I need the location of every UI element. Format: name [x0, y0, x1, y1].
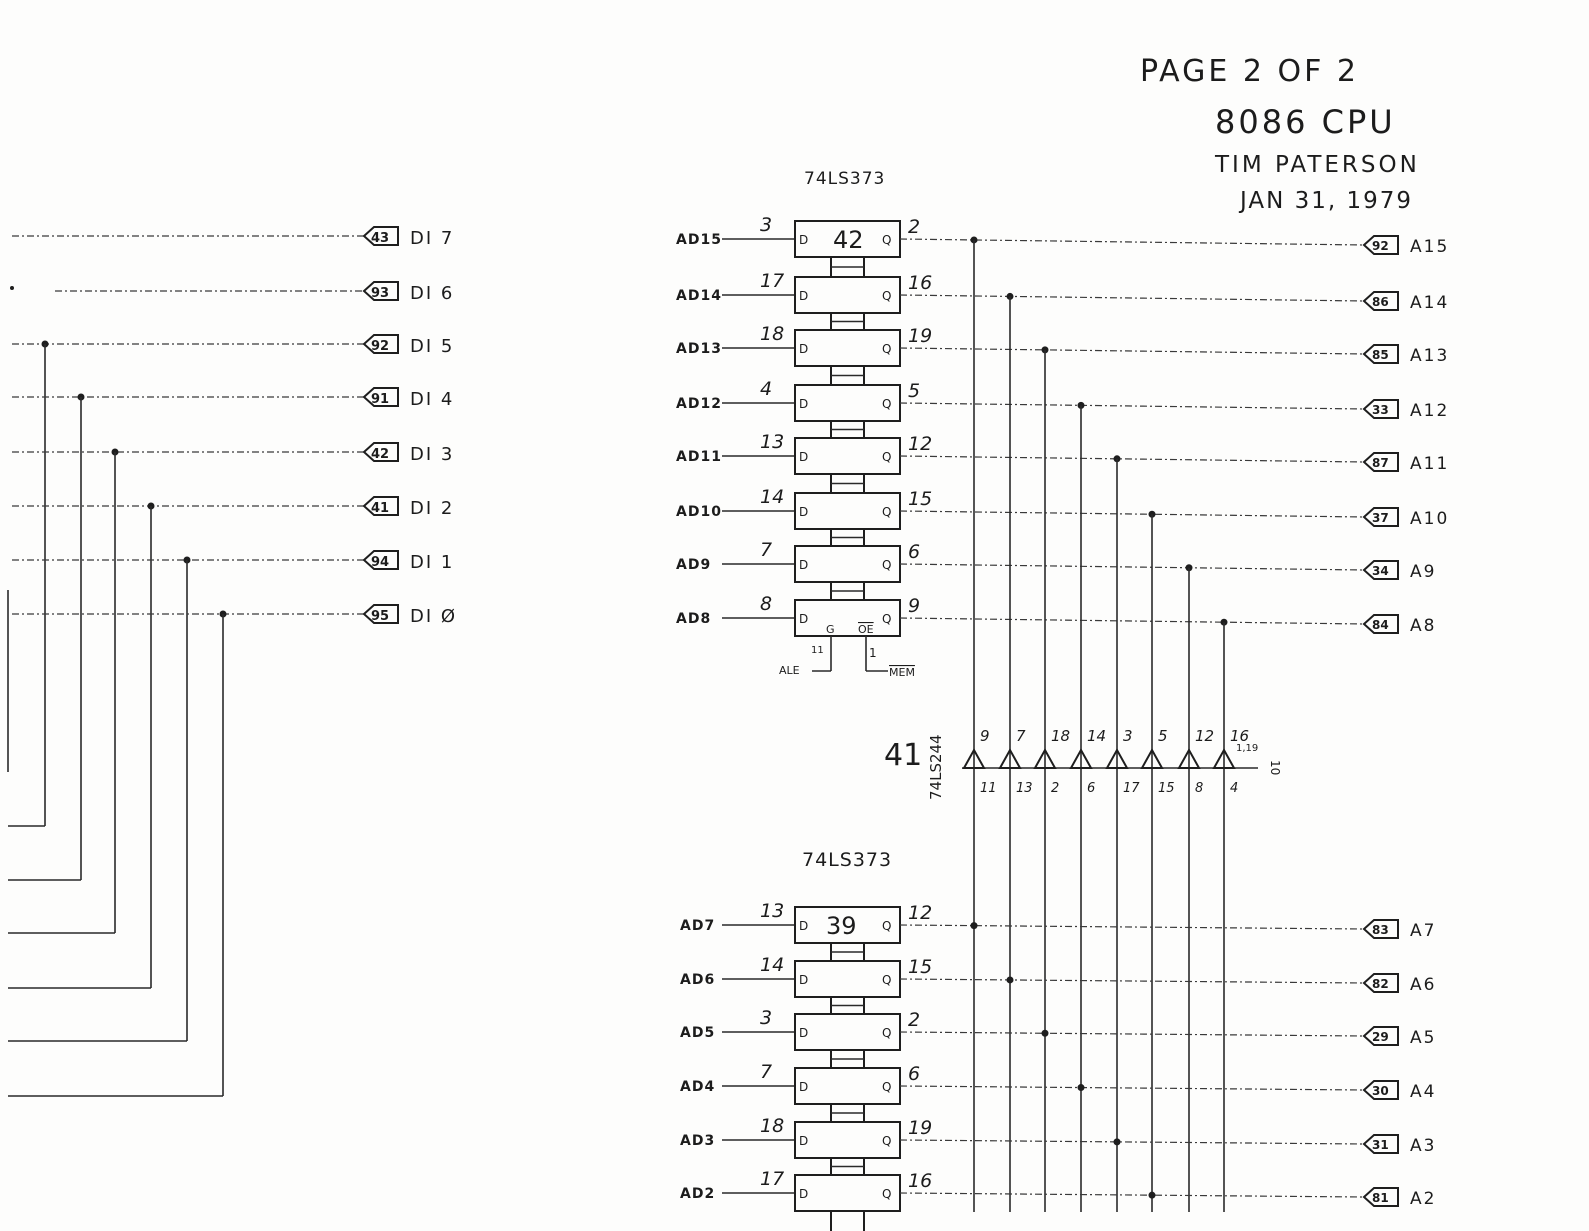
data-in-signal-label: DI 2 [410, 498, 455, 519]
latch-low-ref: 39 [826, 912, 857, 940]
address-signal-label: A11 [1410, 454, 1450, 474]
latch-input-label: AD13 [676, 341, 722, 357]
address-wire [900, 456, 1364, 462]
data-in-section [8, 227, 457, 1096]
latch-output-pin-number: 5 [908, 380, 921, 402]
address-connector-pin: 82 [1372, 977, 1389, 991]
junction-dot [1114, 1138, 1121, 1145]
latch-high-oe-pin: OE [858, 623, 874, 636]
buffer-enable-pins: 1,19 [1236, 743, 1259, 754]
address-signal-label: A15 [1410, 237, 1450, 257]
buffer-top-pin: 9 [980, 727, 990, 745]
latch-output-pin-number: 15 [908, 488, 933, 510]
address-wire [900, 1032, 1364, 1036]
high-address-latch-section [676, 169, 1449, 679]
oe-pin-number: 1 [869, 646, 877, 660]
address-connector-pin: 85 [1372, 348, 1389, 362]
address-signal-label: A8 [1410, 616, 1437, 636]
data-in-signal-label: DI 7 [410, 228, 455, 249]
latch-input-label: AD6 [680, 972, 716, 988]
address-signal-label: A3 [1410, 1136, 1437, 1156]
data-in-pin-number: 41 [371, 501, 390, 516]
address-connector [1364, 615, 1398, 633]
latch-input-label: AD7 [680, 918, 716, 934]
address-connector [1364, 1081, 1398, 1099]
data-in-pin-number: 42 [371, 447, 390, 462]
address-signal-label: A2 [1410, 1189, 1437, 1209]
latch-q-label: Q [882, 919, 892, 933]
latch-d-label: D [799, 450, 809, 464]
buffer-74ls244-section [884, 240, 1282, 1212]
address-wire [900, 618, 1364, 624]
latch-input-pin-number: 8 [760, 593, 773, 615]
address-connector [1364, 453, 1398, 471]
address-connector-pin: 81 [1372, 1191, 1389, 1205]
data-in-pin-number: 92 [371, 339, 390, 354]
latch-q-label: Q [882, 973, 892, 987]
latch-high-part: 74LS373 [804, 169, 886, 189]
latch-q-label: Q [882, 1134, 892, 1148]
latch-d-label: D [799, 612, 809, 626]
data-in-connector [364, 227, 398, 246]
address-signal-label: A12 [1410, 401, 1450, 421]
data-in-signal-label: DI 3 [410, 444, 455, 465]
buffer-bottom-pin: 6 [1087, 781, 1096, 796]
buffer-top-pin: 16 [1230, 727, 1250, 745]
address-wire [900, 979, 1364, 983]
address-connector-pin: 92 [1372, 239, 1389, 253]
address-wire [900, 1140, 1364, 1144]
address-connector-pin: 29 [1372, 1030, 1389, 1044]
latch-d-label: D [799, 919, 809, 933]
latch-output-pin-number: 19 [908, 325, 933, 347]
data-in-connector [364, 282, 398, 301]
data-in-signal-label: DI Ø [410, 606, 458, 627]
latch-input-pin-number: 3 [760, 214, 773, 236]
address-wire [900, 239, 1364, 245]
junction-dot [1149, 1192, 1156, 1199]
latch-output-pin-number: 6 [908, 1063, 921, 1085]
address-wire [900, 403, 1364, 409]
latch-high-ref: 42 [833, 226, 864, 254]
address-wire [900, 564, 1364, 570]
address-connector-pin: 84 [1372, 618, 1389, 632]
data-in-connector [364, 551, 398, 570]
address-signal-label: A5 [1410, 1028, 1437, 1048]
address-wire [900, 1086, 1364, 1090]
latch-d-label: D [799, 342, 809, 356]
data-in-pin-number: 43 [371, 231, 390, 246]
data-in-connector [364, 443, 398, 462]
latch-input-pin-number: 17 [760, 1168, 785, 1190]
latch-q-label: Q [882, 505, 892, 519]
buffer-top-pin: 7 [1016, 727, 1026, 745]
junction-dot [1007, 976, 1014, 983]
latch-q-label: Q [882, 233, 892, 247]
address-connector [1364, 920, 1398, 938]
latch-q-label: Q [882, 1026, 892, 1040]
data-in-signal-label: DI 1 [410, 552, 455, 573]
latch-input-label: AD10 [676, 504, 722, 520]
latch-input-pin-number: 17 [760, 270, 785, 292]
address-connector-pin: 31 [1372, 1138, 1389, 1152]
latch-input-pin-number: 13 [760, 900, 785, 922]
address-wire [900, 1193, 1364, 1197]
latch-d-label: D [799, 1080, 809, 1094]
buffer-part: 74LS244 [927, 734, 945, 800]
latch-input-pin-number: 4 [760, 378, 773, 400]
data-in-pin-number: 91 [371, 392, 390, 407]
buffer-top-pin: 18 [1051, 727, 1071, 745]
latch-output-pin-number: 16 [908, 1170, 933, 1192]
data-in-pin-number: 93 [371, 286, 390, 301]
address-connector [1364, 508, 1398, 526]
latch-input-pin-number: 18 [760, 1115, 785, 1137]
address-signal-label: A6 [1410, 975, 1437, 995]
latch-q-label: Q [882, 558, 892, 572]
data-in-connector [364, 605, 398, 624]
data-in-pin-number: 95 [371, 609, 390, 624]
address-connector-pin: 34 [1372, 564, 1389, 578]
latch-q-label: Q [882, 342, 892, 356]
latch-d-label: D [799, 233, 809, 247]
buffer-top-pin: 3 [1123, 727, 1133, 745]
address-signal-label: A9 [1410, 562, 1437, 582]
buffer-top-pin: 12 [1195, 727, 1215, 745]
latch-input-pin-number: 7 [760, 1061, 773, 1083]
drawing-date: JAN 31, 1979 [1240, 188, 1414, 214]
address-signal-label: A7 [1410, 921, 1437, 941]
address-connector [1364, 236, 1398, 254]
latch-output-pin-number: 9 [908, 595, 921, 617]
buffer-enable-conn: 10 [1268, 760, 1282, 776]
data-in-pin-number: 94 [371, 555, 390, 570]
junction-dot [971, 922, 978, 929]
address-connector [1364, 974, 1398, 992]
address-wire [900, 348, 1364, 354]
buffer-bottom-pin: 4 [1230, 781, 1239, 796]
latch-high-g-pin: G [826, 623, 835, 636]
latch-q-label: Q [882, 612, 892, 626]
junction-dot [1042, 1030, 1049, 1037]
latch-q-label: Q [882, 289, 892, 303]
buffer-top-pin: 14 [1087, 727, 1107, 745]
address-connector [1364, 1188, 1398, 1206]
latch-d-label: D [799, 973, 809, 987]
ale-label: ALE [779, 664, 800, 677]
address-connector [1364, 292, 1398, 310]
latch-input-label: AD8 [676, 611, 712, 627]
latch-input-label: AD3 [680, 1133, 716, 1149]
address-connector [1364, 345, 1398, 363]
cpu-title: 8086 CPU [1215, 103, 1396, 141]
latch-low-part: 74LS373 [802, 849, 893, 871]
latch-q-label: Q [882, 450, 892, 464]
address-connector [1364, 561, 1398, 579]
latch-input-label: AD9 [676, 557, 712, 573]
latch-output-pin-number: 16 [908, 272, 933, 294]
author-name: TIM PATERSON [1215, 152, 1420, 178]
g-pin-number: 11 [811, 645, 824, 656]
latch-q-label: Q [882, 397, 892, 411]
address-signal-label: A14 [1410, 293, 1450, 313]
latch-input-pin-number: 7 [760, 539, 773, 561]
data-in-signal-label: DI 6 [410, 283, 455, 304]
latch-output-pin-number: 15 [908, 956, 933, 978]
junction-dot [1078, 1084, 1085, 1091]
address-connector [1364, 400, 1398, 418]
latch-input-label: AD14 [676, 288, 722, 304]
address-connector-pin: 30 [1372, 1084, 1389, 1098]
address-connector-pin: 37 [1372, 511, 1389, 525]
latch-d-label: D [799, 558, 809, 572]
latch-output-pin-number: 6 [908, 541, 921, 563]
latch-output-pin-number: 12 [908, 433, 933, 455]
address-connector [1364, 1135, 1398, 1153]
low-address-latch-section [680, 849, 1436, 1231]
data-in-signal-label: DI 5 [410, 336, 455, 357]
latch-output-pin-number: 2 [908, 216, 921, 238]
latch-input-label: AD2 [680, 1186, 716, 1202]
page-label: PAGE 2 OF 2 [1140, 54, 1360, 89]
address-wire [900, 925, 1364, 929]
address-signal-label: A4 [1410, 1082, 1437, 1102]
address-signal-label: A10 [1410, 509, 1450, 529]
address-signal-label: A13 [1410, 346, 1450, 366]
latch-d-label: D [799, 1134, 809, 1148]
latch-output-pin-number: 2 [908, 1009, 921, 1031]
data-in-connector [364, 497, 398, 516]
latch-input-label: AD11 [676, 449, 722, 465]
latch-input-pin-number: 13 [760, 431, 785, 453]
latch-d-label: D [799, 289, 809, 303]
data-in-connector [364, 335, 398, 354]
buffer-ref: 41 [884, 738, 923, 773]
latch-input-pin-number: 18 [760, 323, 785, 345]
data-in-signal-label: DI 4 [410, 389, 455, 410]
latch-input-label: AD15 [676, 232, 722, 248]
address-wire [900, 511, 1364, 517]
buffer-bottom-pin: 2 [1051, 781, 1060, 796]
title-block [1140, 54, 1420, 214]
address-connector [1364, 1027, 1398, 1045]
mem-label: MEM [889, 666, 915, 679]
address-connector-pin: 86 [1372, 295, 1389, 309]
buffer-bottom-pin: 11 [980, 781, 997, 796]
latch-input-label: AD5 [680, 1025, 716, 1041]
address-wire [900, 295, 1364, 301]
latch-output-pin-number: 12 [908, 902, 933, 924]
latch-input-label: AD12 [676, 396, 722, 412]
data-in-connector [364, 388, 398, 407]
buffer-bottom-pin: 8 [1195, 781, 1204, 796]
latch-input-pin-number: 3 [760, 1007, 773, 1029]
buffer-bottom-pin: 13 [1016, 781, 1033, 796]
latch-q-label: Q [882, 1187, 892, 1201]
latch-output-pin-number: 19 [908, 1117, 933, 1139]
stray-mark [10, 286, 14, 290]
latch-q-label: Q [882, 1080, 892, 1094]
latch-d-label: D [799, 505, 809, 519]
buffer-top-pin: 5 [1158, 727, 1168, 745]
address-connector-pin: 83 [1372, 923, 1389, 937]
latch-d-label: D [799, 1026, 809, 1040]
latch-input-pin-number: 14 [760, 954, 785, 976]
buffer-bottom-pin: 15 [1158, 781, 1175, 796]
buffer-bottom-pin: 17 [1123, 781, 1140, 796]
address-connector-pin: 33 [1372, 403, 1389, 417]
latch-input-label: AD4 [680, 1079, 716, 1095]
address-connector-pin: 87 [1372, 456, 1389, 470]
latch-input-pin-number: 14 [760, 486, 785, 508]
latch-d-label: D [799, 397, 809, 411]
latch-d-label: D [799, 1187, 809, 1201]
